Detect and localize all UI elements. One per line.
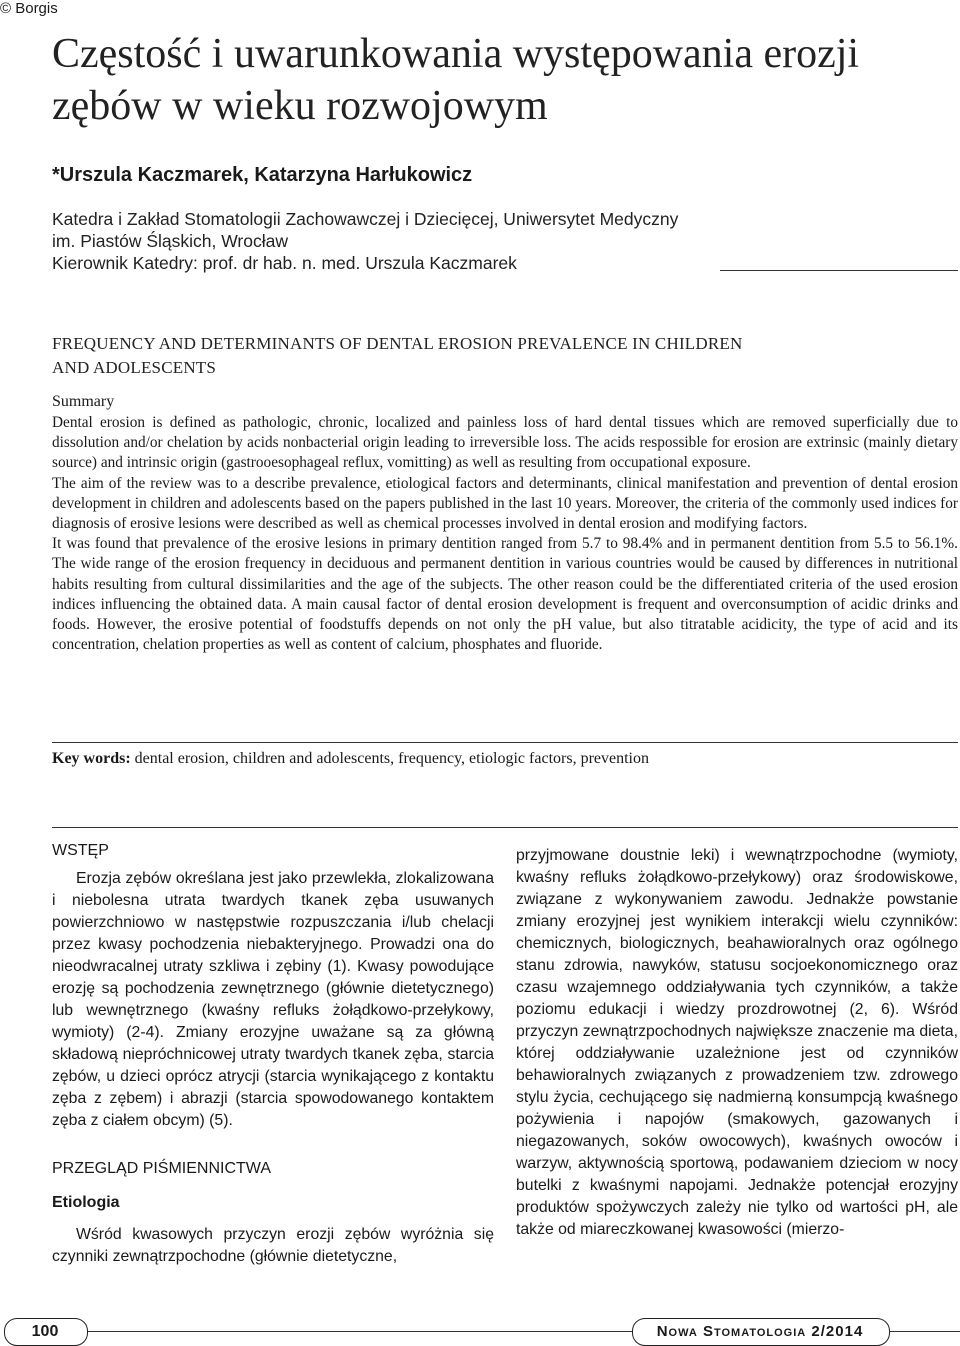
summary-paragraph: Dental erosion is defined as pathologic, chronic, localized and painless loss of hard dental tissues which are removed superficially due to dissolution and/or chelation by acids nonbacterial origin leading to irreversible loss. The acids respossible for erosion are extrinsic (mainly dietary source) and intrinsic origin (gastrooesophageal reflux, vomitting) as well as resulting from occupational exposure. — [52, 414, 958, 472]
english-title — [52, 332, 932, 380]
title-line-2: zębów w wieku rozwojowym — [52, 83, 548, 129]
keywords — [52, 750, 649, 768]
body-divider — [52, 827, 958, 828]
article-title — [52, 28, 952, 132]
copyright-notice: © Borgis — [0, 0, 58, 17]
authors: *Urszula Kaczmarek, Katarzyna Harłukowicz — [52, 164, 473, 186]
summary-paragraph: The aim of the review was to a describe prevalence, etiological factors and determinants, clinical manifestation and prevention of dental erosion development in children and adolescents based on the papers published in the last 10 years. Moreover, the criteria of the commonly used indices for diagnosis of erosive lesions were described as well as chemical processes involved in dental erosion and modifying factors. — [52, 474, 958, 533]
header-divider — [720, 270, 958, 271]
affiliation-line: Katedra i Zakład Stomatologii Zachowawczej i Dziecięcej, Uniwersytet Medyczny — [52, 209, 679, 229]
right-column — [516, 845, 958, 1241]
page-number: 100 — [31, 1323, 59, 1340]
keywords-divider — [52, 742, 958, 743]
intro-heading: WSTĘP — [52, 842, 109, 859]
title-line-1: Częstość i uwarunkowania występowania erozji — [52, 31, 860, 77]
journal-name: Nowa Stomatologia 2/2014 — [656, 1323, 864, 1340]
summary-body — [52, 413, 958, 655]
summary-paragraph: It was found that prevalence of the erosive lesions in primary dentition ranged from 5.7 to 98.4% and in permanent dentition from 5.5 to 56.1%. The wide range of the erosion frequency in deciduous and permanent dentition in various countries would be caused by differences in nutritional habits resulting from cultural dissimilarities and the age of the subjects. The other reason could be the differentiated criteria of the used erosion indices influencing the obtained data. A main causal factor of dental erosion development is frequent and overconsumption of acidic drinks and foods. However, the erosive potential of foodstuffs depends on not only the pH value, but also titratable acidicity, the type of acid and its concentration, chelation properties as well as content of calcium, phosphates and fluoride. — [52, 535, 958, 654]
keywords-list: dental erosion, children and adolescents, frequency, etiologic factors, prevention — [130, 750, 649, 767]
summary-heading: Summary — [52, 393, 115, 410]
affiliation-line: im. Piastów Śląskich, Wrocław — [52, 231, 288, 251]
etiology-paragraph: Wśród kwasowych przyczyn erozji zębów wyróżnia się czynniki zewnątrzpochodne (głównie dietetyczne, — [52, 1226, 494, 1265]
english-title-line-2: AND ADOLESCENTS — [52, 358, 217, 377]
english-title-line-1: FREQUENCY AND DETERMINANTS OF DENTAL EROSION PREVALENCE IN CHILDREN — [52, 334, 743, 353]
keywords-label: Key words: — [52, 750, 131, 767]
etiology-heading: Etiologia — [52, 1194, 120, 1211]
review-heading: PRZEGLĄD PIŚMIENNICTWA — [52, 1160, 271, 1177]
right-paragraph: przyjmowane doustnie leki) i wewnątrzpochodne (wymioty, kwaśny refluks żołądkowo-przełykowy) oraz środowiskowe, związane z wykonywaniem zawodu. Jednakże powstanie zmiany erozyjnej jest wynikiem interakcji wielu czynników: chemicznych, biologicznych, beahawioralnych oraz ogólnego stanu zdrowia, nawyków, statusu socjoekonomicznego oraz czasu wzajemnego oddziaływania tych czynników, a także poziomu edukacji i wiedzy prozdrowotnej (2, 6). Wśród przyczyn zewnątrzpochodnych największe znaczenie ma dieta, której oddziaływanie uzależnione jest od czynników behawioralnych związanych z prowadzeniem tzw. zdrowego stylu życia, cechującego się nadmierną konsumpcją kwaśnego pożywienia i napojów (smakowych, gazowanych i niegazowanych, soków owocowych), kwaśnych owoców i warzyw, aktywnością sportową, podawaniem dzieciom w nocy butelki z kwaśnymi napojami. Jednakże potencjał erozyjny produktów spożywczych zależy nie tylko od wartości pH, ale także od miareczkowanej kwasowości (mierzo- — [516, 847, 958, 1238]
intro-paragraph: Erozja zębów określana jest jako przewlekła, zlokalizowana i niebolesna utrata twardych tkanek zęba usuwanych powierzchniowo w następstwie rozpuszczania i/lub chelacji przez kwasy pochodzenia niebakteryjnego. Prowadzi ona do nieodwracalnej utraty szkliwa i zębiny (1). Kwasy powodujące erozję są pochodzenia zewnętrznego (głównie dietetycznego) lub wewnętrznego (kwaśny refluks żołądkowo-przełykowy, wymioty) (2-4). Zmiany erozyjne uważane są za główną składową niepróchnicowej utraty twardych tkanek zęba, starcia zębów, u dzieci oprócz atrycji (starcia wynikającego z kontaktu zęba z zębem) i abrazji (starcia spowodowanego kontaktem zęba z ciałem obcym) (5). — [52, 870, 494, 1129]
left-column — [52, 840, 494, 1268]
affiliation — [52, 208, 752, 274]
affiliation-line: Kierownik Katedry: prof. dr hab. n. med. Urszula Kaczmarek — [52, 253, 517, 273]
